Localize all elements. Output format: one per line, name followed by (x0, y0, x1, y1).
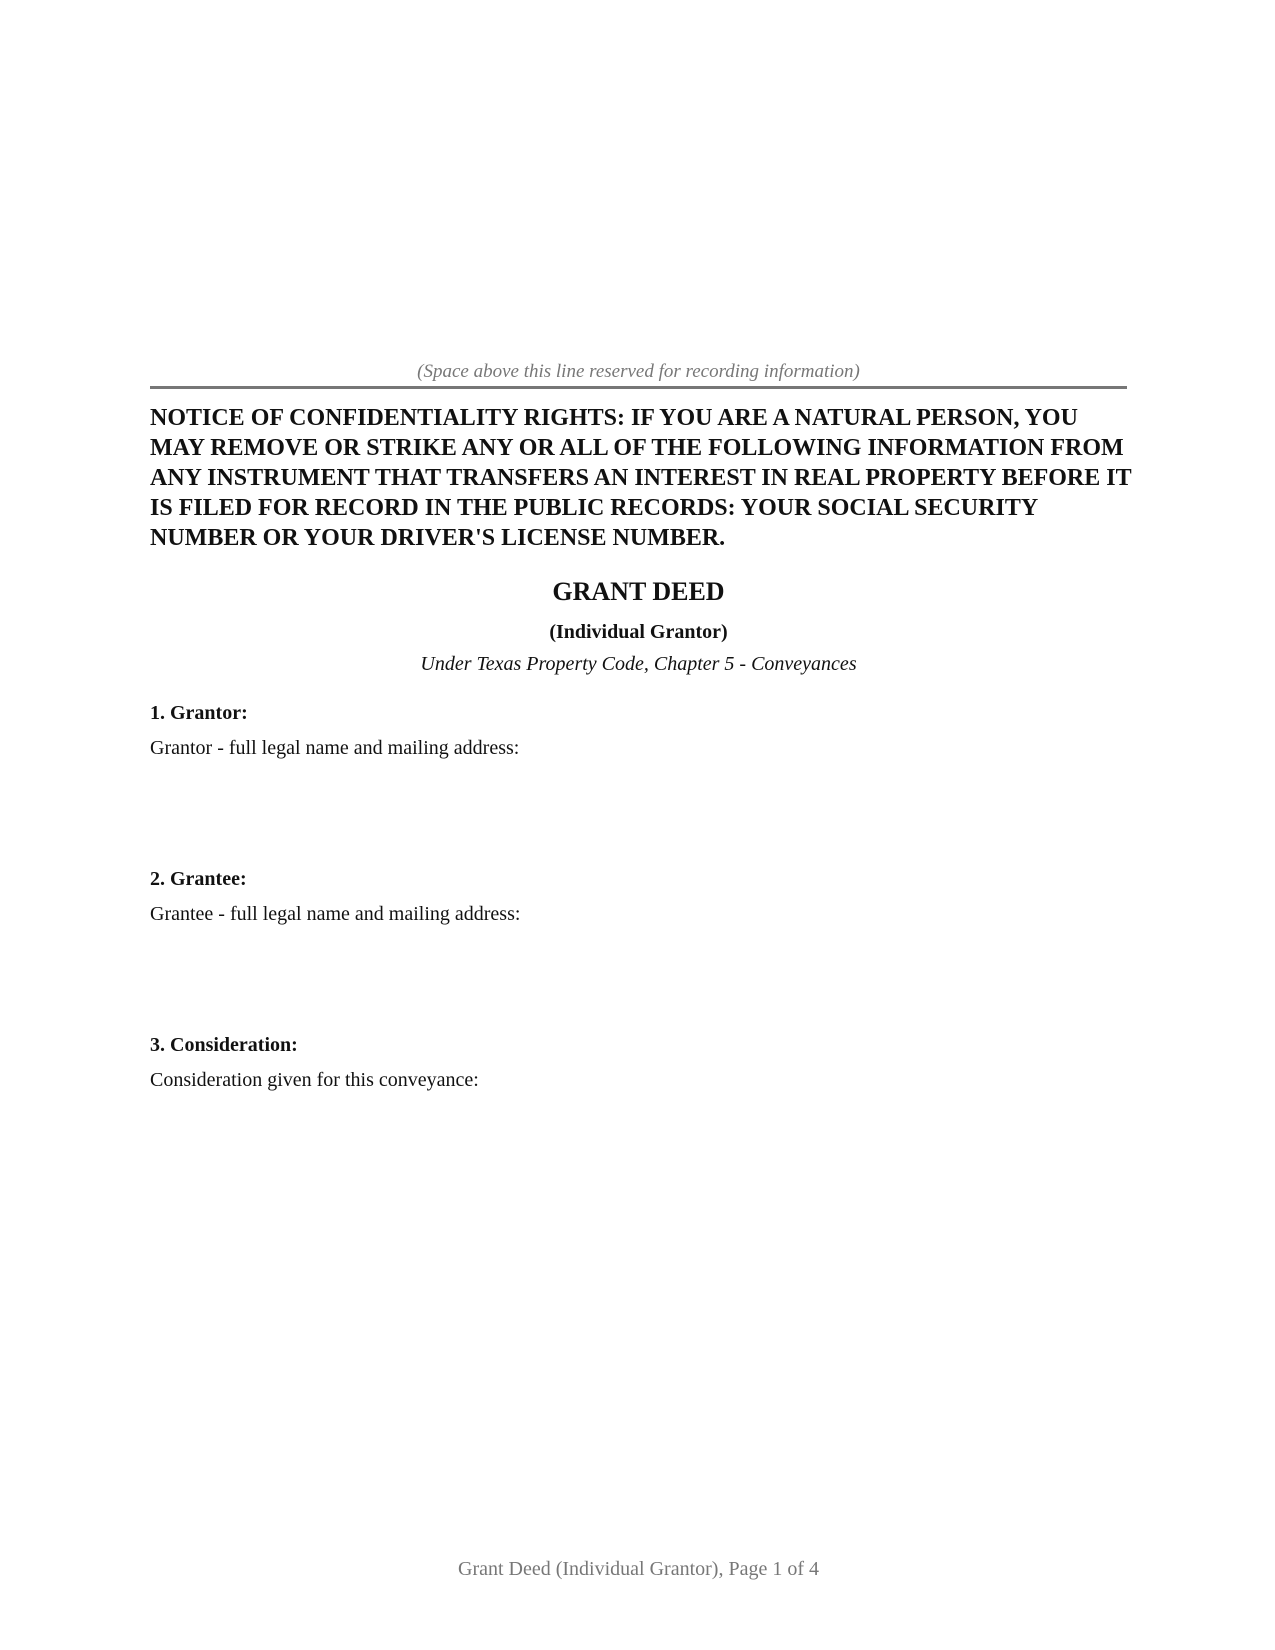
confidentiality-notice: NOTICE OF CONFIDENTIALITY RIGHTS: IF YOU ARE A NATURAL PERSON, YOU MAY REMOVE OR STRIKE ANY OR ALL OF THE FOLLOWING INFORMATION FROM ANY INSTRUMENT THAT TRANSFERS AN INTEREST IN REAL PROPERTY BEFORE IT IS FILED FOR RECORD IN THE PUBLIC RECORDS: YOUR SOCIAL SECURITY NUMBER OR YOUR DRIVER'S LICENSE NUMBER. (150, 405, 1132, 551)
deed-statute-reference: Under Texas Property Code, Chapter 5 - Conveyances (420, 653, 857, 675)
page-footer: Grant Deed (Individual Grantor), Page 1 of 4 (458, 1558, 819, 1580)
consideration-label: Consideration given for this conveyance: (150, 1069, 479, 1091)
deed-title: GRANT DEED (552, 577, 725, 606)
grantor-heading: 1. Grantor: (150, 702, 248, 724)
grantor-label: Grantor - full legal name and mailing address: (150, 737, 520, 759)
recording-divider (150, 386, 1127, 389)
recording-space-note: (Space above this line reserved for recording information) (417, 361, 860, 382)
grantee-label: Grantee - full legal name and mailing address: (150, 903, 521, 925)
grantee-heading: 2. Grantee: (150, 868, 247, 890)
consideration-heading: 3. Consideration: (150, 1034, 298, 1056)
deed-subtitle: (Individual Grantor) (549, 621, 728, 643)
